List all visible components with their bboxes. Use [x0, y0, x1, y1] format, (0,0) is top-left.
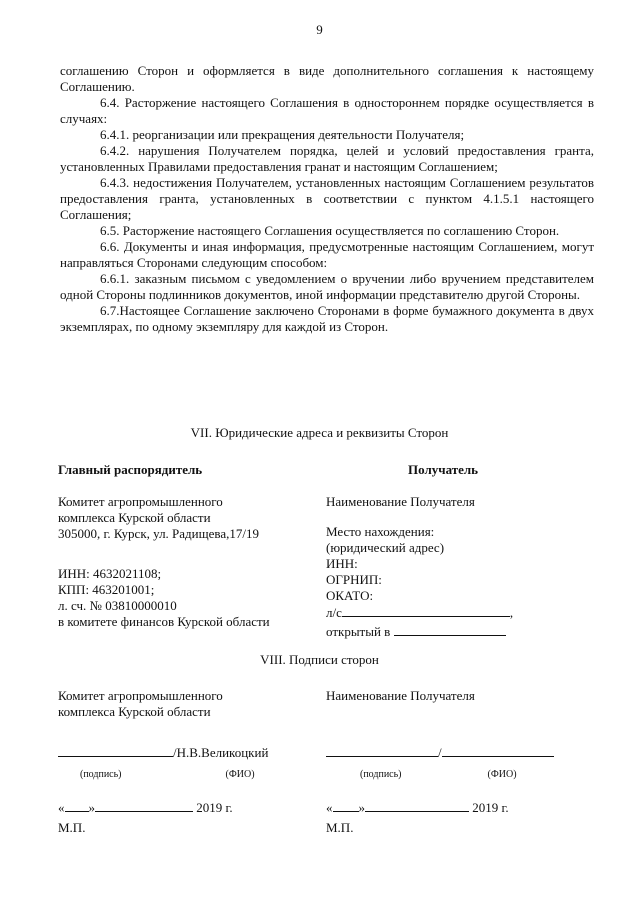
- chief-distributor-heading: Главный распорядитель: [58, 462, 203, 477]
- recipient-line: ОГРНИП:: [326, 572, 382, 587]
- month-blank: [95, 799, 193, 812]
- month-blank: [365, 799, 469, 812]
- bank-blank: [394, 623, 506, 636]
- paragraph: 6.4.1. реорганизации или прекращения деятельности Получателя;: [100, 127, 465, 142]
- recipient-line: Место нахождения:: [326, 524, 435, 539]
- recipient-bank-line: [326, 623, 513, 640]
- right-signature-line: [326, 744, 586, 761]
- paragraph: соглашению Сторон и оформляется в виде дополнительного соглашения к настоящему Соглашению.: [60, 63, 594, 94]
- agreement-body: [60, 63, 594, 335]
- account-blank: [342, 604, 510, 617]
- right-slash: /: [438, 745, 442, 760]
- paragraph: 6.6.1. заказным письмом с уведомлением о вручении либо вручением представителем одной Стороны подлинников документов, иной информации представителю другой Стороны.: [60, 271, 594, 302]
- date-quote-close: »: [88, 800, 95, 815]
- signature-blank: [58, 744, 173, 757]
- chief-distributor-line: [58, 542, 270, 558]
- left-stamp: М.П.: [58, 820, 86, 835]
- recipient-name: Наименование Получателя: [326, 494, 475, 509]
- paragraph: 6.4. Расторжение настоящего Соглашения в одностороннем порядке осуществляется в случаях:: [60, 95, 594, 126]
- paragraph: 6.4.3. недостижения Получателем, установленных настоящим Соглашением результатов предоставления гранта, установленных в соответствии с пунктом 4.1.5.1 настоящего Соглашения;: [60, 175, 594, 222]
- recipient-line: (юридический адрес): [326, 540, 445, 555]
- date-quote-close: »: [358, 800, 365, 815]
- paragraph: 6.5. Расторжение настоящего Соглашения осуществляется по соглашению Сторон.: [100, 223, 560, 238]
- chief-distributor-block: [58, 462, 270, 630]
- recipient-line: ИНН:: [326, 556, 358, 571]
- recipient-heading: Получатель: [408, 462, 479, 477]
- chief-distributor-line: ИНН: 4632021108;: [58, 566, 162, 581]
- opened-label: открытый в: [326, 624, 391, 639]
- chief-distributor-line: КПП: 463201001;: [58, 582, 155, 597]
- section-8-title: VIII. Подписи сторон: [260, 652, 379, 667]
- name-blank: [442, 744, 554, 757]
- right-signature-block: [326, 688, 586, 836]
- recipient-block: [326, 462, 513, 640]
- date-quote-open: «: [326, 800, 333, 815]
- left-org-line: Комитет агропромышленного: [58, 688, 223, 703]
- paragraph: 6.6. Документы и иная информация, предусмотренные настоящим Соглашением, могут направляться Сторонами следующим способом:: [60, 239, 594, 270]
- right-captions: [326, 767, 586, 783]
- chief-distributor-line: комплекса Курской области: [58, 510, 211, 525]
- paragraph: 6.4.2. нарушения Получателем порядка, целей и условий предоставления гранта, установленных Правилами предоставления гранат и настоящим Соглашением;: [60, 143, 594, 174]
- paragraph: 6.7.Настоящее Соглашение заключено Сторонами в форме бумажного документа в двух экземплярах, по одному экземпляру для каждой из Сторон.: [60, 303, 594, 334]
- chief-distributor-line: Комитет агропромышленного: [58, 494, 223, 509]
- right-stamp: М.П.: [326, 820, 354, 835]
- left-signature-block: [58, 688, 308, 836]
- recipient-line: ОКАТО:: [326, 588, 374, 603]
- left-signature-line: [58, 744, 308, 761]
- date-year: 2019 г.: [196, 800, 233, 815]
- signature-blank: [326, 744, 438, 757]
- chief-distributor-line: л. сч. № 03810000010: [58, 598, 177, 613]
- right-org-line: Наименование Получателя: [326, 688, 475, 703]
- page-number: 9: [316, 22, 323, 37]
- left-signer-name: /Н.В.Великоцкий: [173, 745, 269, 760]
- date-quote-open: «: [58, 800, 65, 815]
- account-prefix: л/с: [326, 605, 342, 620]
- left-org-line: комплекса Курской области: [58, 704, 211, 719]
- right-date-line: [326, 799, 586, 816]
- account-suffix: ,: [509, 605, 514, 620]
- chief-distributor-line: 305000, г. Курск, ул. Радищева,17/19: [58, 526, 260, 541]
- recipient-account-line: [326, 604, 513, 621]
- section-7-title: VII. Юридические адреса и реквизиты Сторон: [190, 425, 449, 440]
- day-blank: [65, 799, 89, 812]
- caption-sign: (подпись): [80, 769, 122, 780]
- left-date-line: [58, 799, 308, 816]
- caption-name: (ФИО): [487, 769, 517, 780]
- caption-name: (ФИО): [225, 769, 255, 780]
- chief-distributor-line: в комитете финансов Курской области: [58, 614, 270, 629]
- day-blank: [333, 799, 359, 812]
- caption-sign: (подпись): [360, 769, 402, 780]
- date-year: 2019 г.: [472, 800, 509, 815]
- left-captions: [58, 767, 308, 783]
